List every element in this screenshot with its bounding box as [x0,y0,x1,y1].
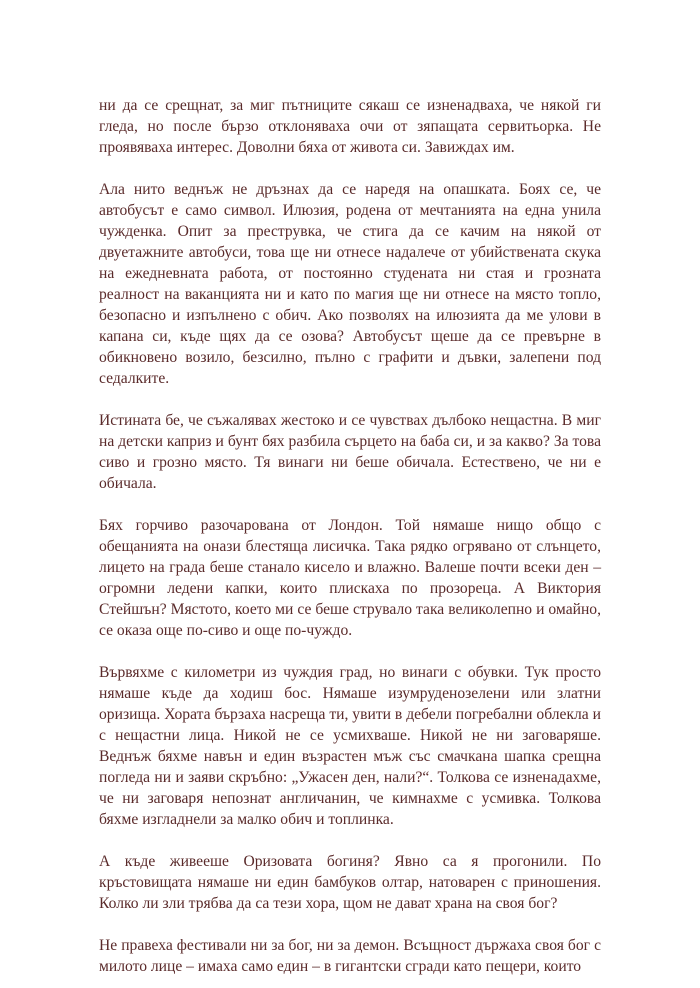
paragraph-2: Ала нито веднъж не дръзнах да се наредя на опашката. Боях се, че автобусът е само символ. Илюзия, родена от мечтанията на една унила чужденка. Опит за преструвка, че стига да се качим на някой от двуетажните автобуси, това ще ни отнесе надалече от убийствената скука на ежедневната работа, от постоянно студената ни стая и грозната реалност на ваканцията ни и като по магия ще ни отнесе на място топло, безопасно и изпълнено с обич. Ако позволях на илюзията да ме улови в капана си, къде щях да се озова? Автобусът щеше да се превърне в обикновено возило, безсилно, пълно с графити и дъвки, залепени под седалките. [99,181,601,387]
paragraph-4: Бях горчиво разочарована от Лондон. Той нямаше нищо общо с обещанията на онази блестяща лисичка. Така рядко огрявано от слънцето, лицето на града беше станало кисело и влажно. Валеше почти всеки ден – огромни ледени капки, които плискаха по прозореца. А Виктория Стейшън? Мястото, което ми се беше струвало така великолепно и омайно, се оказа още по-сиво и още по-чуждо. [99,517,601,639]
paragraph-1: ни да се срещнат, за миг пътниците сякаш се изненадваха, че някой ги гледа, но после бързо отклоняваха очи от зяпащата сервитьорка. Не проявяваха интерес. Доволни бяха от живота си. Завиждах им. [99,97,601,156]
paragraph-5: Вървяхме с километри из чуждия град, но винаги с обувки. Тук просто нямаше къде да ходиш бос. Нямаше изумруденозелени или златни оризища. Хората бързаха насреща ти, увити в дебели погребални облекла и с нещастни лица. Никой не се усмихваше. Никой не ни заговаряше. Веднъж бяхме навън и един възрастен мъж със смачкана шапка срещна погледа ни и заяви скръбно: „Ужасен ден, нали?“. Толкова се изненадахме, че ни заговаря непознат англичанин, че кимнахме с усмивка. Толкова бяхме изгладнели за малко обич и топлинка. [99,664,601,828]
body-text [99,95,601,977]
paragraph-6: А къде живееше Оризовата богиня? Явно са я прогонили. По кръстовищата нямаше ни един бамбуков олтар, натоварен с приношения. Колко ли зли трябва да са тези хора, щом не дават храна на своя бог? [99,853,601,912]
paragraph-7: Не правеха фестивали ни за бог, ни за демон. Всъщност държаха своя бог с милото лице – имаха само един – в гигантски сгради като пещери, които [99,937,601,975]
paragraph-3: Истината бе, че съжалявах жестоко и се чувствах дълбоко нещастна. В миг на детски каприз и бунт бях разбила сърцето на баба си, и за какво? За това сиво и грозно място. Тя винаги ни беше обичала. Естествено, че ни е обичала. [99,412,601,492]
